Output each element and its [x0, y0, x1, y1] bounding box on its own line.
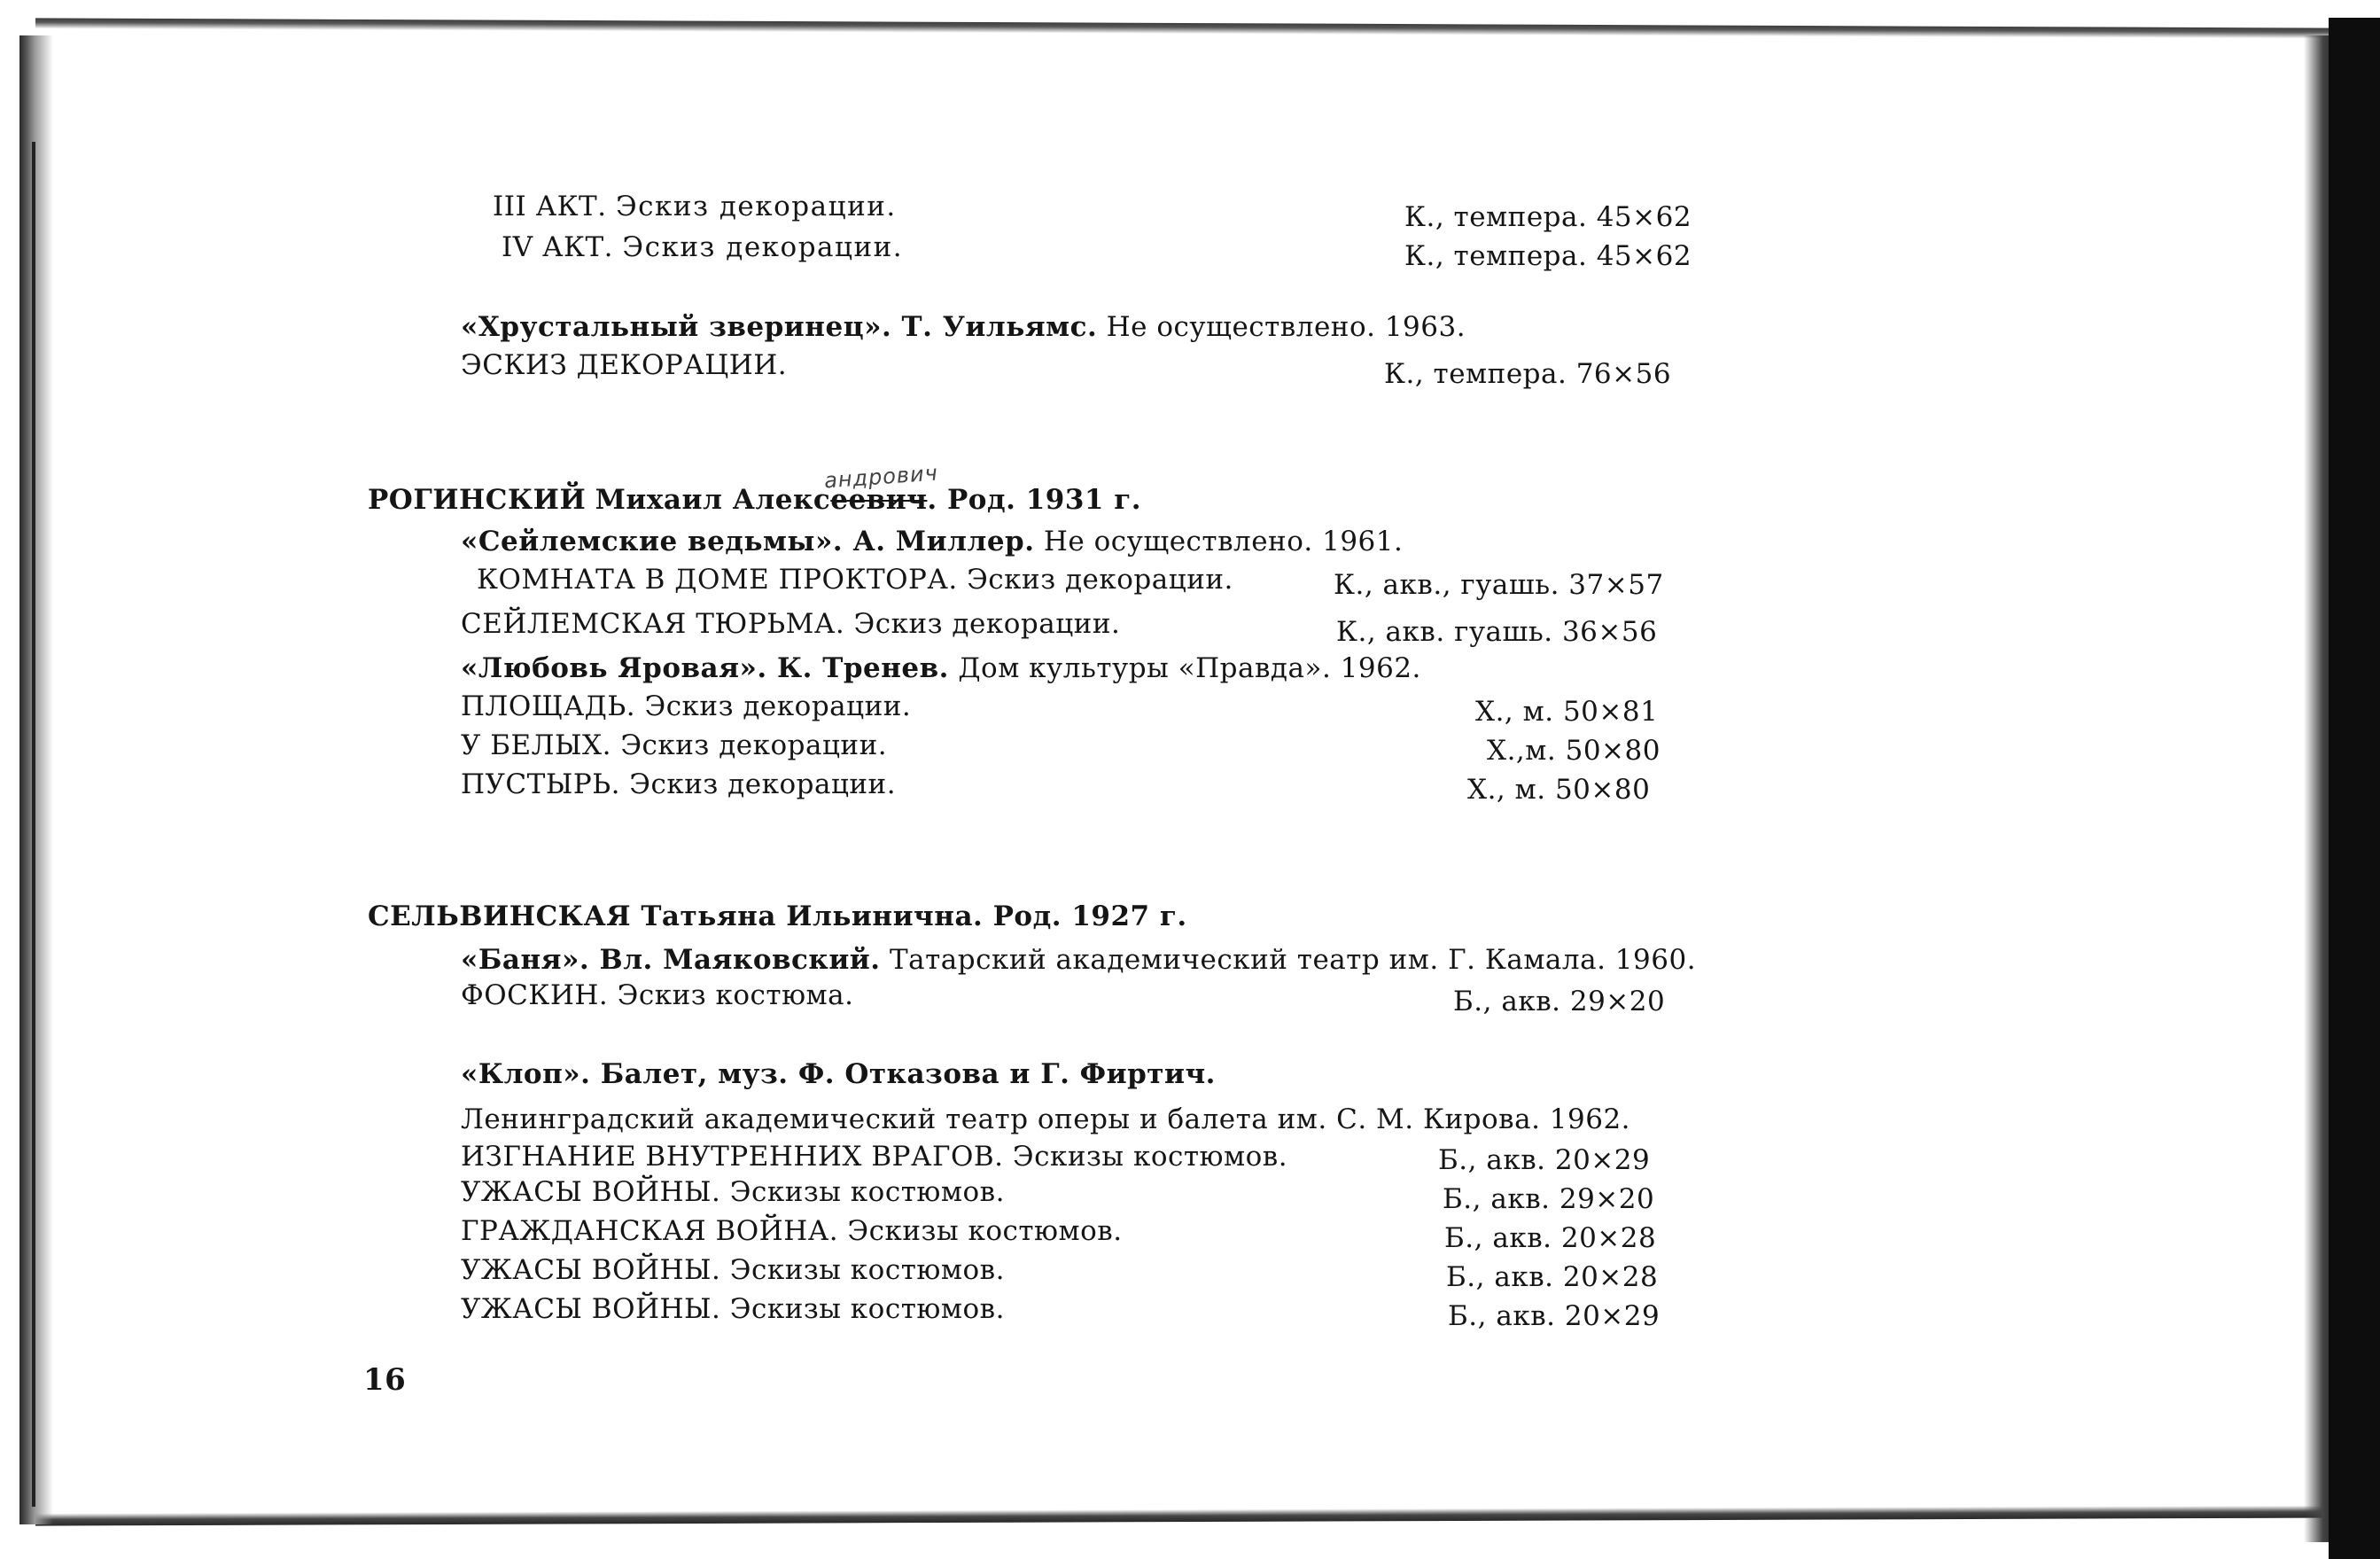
entry-act4-title: IV АКТ.	[502, 231, 613, 263]
roginsky-play1-note: Не осуществлено. 1961.	[1043, 526, 1404, 557]
page-number: 16	[363, 1362, 407, 1398]
roginsky-item1-meta: К., акв., гуашь. 37×57	[1334, 569, 1664, 601]
selvinskaya-item6-meta: Б., акв. 20×29	[1448, 1300, 1661, 1332]
roginsky-item3: ПЛОЩАДЬ. Эскиз декорации.	[461, 690, 912, 722]
selvinskaya-item5: УЖАСЫ ВОЙНЫ. Эскизы костюмов.	[461, 1254, 1005, 1286]
entry-act4-desc: Эскиз декорации.	[622, 231, 904, 263]
entry-act4-meta: К., темпера. 45×62	[1404, 240, 1692, 272]
roginsky-item2-meta: К., акв. гуашь. 36×56	[1336, 616, 1658, 648]
roginsky-play1-title: «Сейлемские ведьмы». А. Миллер.	[461, 526, 1035, 557]
roginsky-surname: РОГИНСКИЙ	[368, 484, 587, 516]
glass-menagerie-play	[461, 310, 1466, 344]
selvinskaya-play2-theatre: Ленинградский академический театр оперы и балета им. С. М. Кирова. 1962.	[461, 1103, 1631, 1135]
roginsky-item3-meta: Х., м. 50×81	[1475, 696, 1659, 728]
selvinskaya-item4-meta: Б., акв. 20×28	[1444, 1222, 1657, 1254]
roginsky-play2	[461, 651, 1421, 685]
glass-menagerie-title: «Хрустальный зверинец». Т. Уильямс.	[461, 311, 1098, 343]
selvinskaya-item3-meta: Б., акв. 29×20	[1443, 1183, 1655, 1215]
entry-act3-desc: Эскиз декорации.	[615, 191, 897, 222]
glass-menagerie-item: ЭСКИЗ ДЕКОРАЦИИ.	[461, 349, 788, 381]
selvinskaya-item1: ФОСКИН. Эскиз костюма.	[461, 979, 854, 1011]
selvinskaya-play1	[461, 943, 1696, 977]
selvinskaya-item1-meta: Б., акв. 29×20	[1453, 986, 1666, 1017]
roginsky-birth: . Род. 1931 г.	[927, 484, 1142, 516]
selvinskaya-play2: «Клоп». Балет, муз. Ф. Отказова и Г. Фиртич.	[461, 1058, 1216, 1090]
roginsky-item5: ПУСТЫРЬ. Эскиз декорации.	[461, 768, 897, 800]
roginsky-item4-meta: Х.,м. 50×80	[1487, 735, 1661, 767]
roginsky-struck-text: еевич	[830, 484, 928, 516]
selvinskaya-heading: СЕЛЬВИНСКАЯ Татьяна Ильинична. Род. 1927 г.	[368, 900, 1187, 932]
roginsky-item4: У БЕЛЫХ. Эскиз декорации.	[461, 729, 888, 761]
roginsky-item2: СЕЙЛЕМСКАЯ ТЮРЬМА. Эскиз декорации.	[461, 608, 1121, 640]
roginsky-play2-note: Дом культуры «Правда». 1962.	[958, 652, 1421, 684]
selvinskaya-item6: УЖАСЫ ВОЙНЫ. Эскизы костюмов.	[461, 1293, 1005, 1325]
glass-menagerie-meta: К., темпера. 76×56	[1384, 358, 1672, 390]
selvinskaya-item3: УЖАСЫ ВОЙНЫ. Эскизы костюмов.	[461, 1176, 1005, 1208]
roginsky-heading	[368, 483, 1141, 517]
selvinskaya-item4: ГРАЖДАНСКАЯ ВОЙНА. Эскизы костюмов.	[461, 1215, 1123, 1247]
glass-menagerie-note: Не осуществлено. 1963.	[1106, 311, 1466, 343]
roginsky-item5-meta: Х., м. 50×80	[1467, 774, 1651, 806]
roginsky-name: Михаил Алекс	[595, 484, 831, 516]
selvinskaya-item5-meta: Б., акв. 20×28	[1446, 1261, 1659, 1293]
roginsky-play2-title: «Любовь Яровая». К. Тренев.	[461, 652, 949, 684]
selvinskaya-item2: ИЗГНАНИЕ ВНУТРЕННИХ ВРАГОВ. Эскизы костюмов.	[461, 1141, 1288, 1173]
entry-act3	[493, 190, 897, 223]
entry-act3-title: III АКТ.	[493, 191, 607, 222]
selvinskaya-play1-title: «Баня». Вл. Маяковский.	[461, 944, 881, 976]
selvinskaya-play1-note: Татарский академический театр им. Г. Камала. 1960.	[889, 944, 1697, 976]
selvinskaya-item2-meta: Б., акв. 20×29	[1438, 1144, 1651, 1176]
entry-act4	[502, 230, 903, 264]
handwritten-annotation: андрович	[823, 460, 939, 494]
roginsky-item1: КОМНАТА В ДОМЕ ПРОКТОРА. Эскиз декорации.	[477, 564, 1233, 596]
roginsky-play1	[461, 525, 1403, 558]
entry-act3-meta: К., темпера. 45×62	[1404, 201, 1692, 233]
